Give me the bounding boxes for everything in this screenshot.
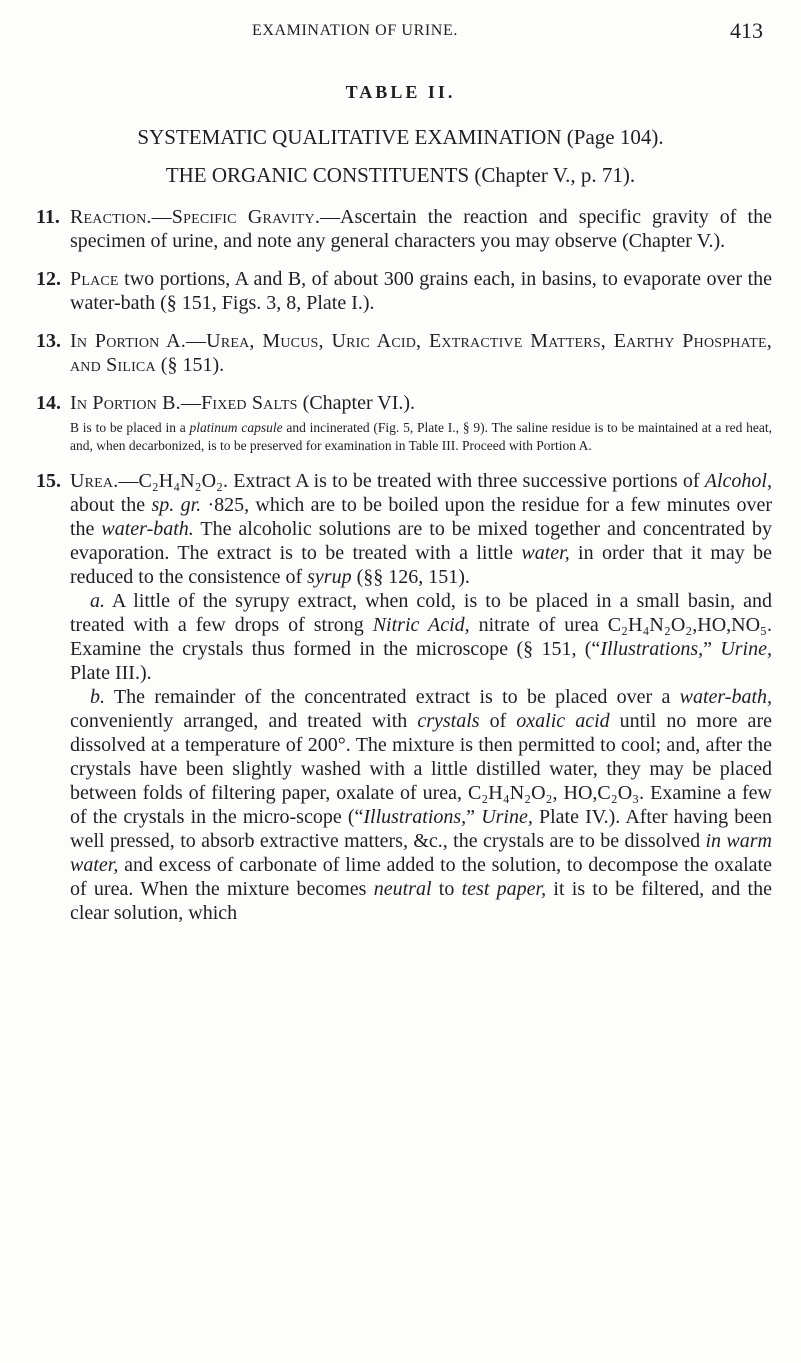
emphasis: syrup bbox=[307, 566, 352, 588]
substep-text: to bbox=[431, 878, 462, 900]
substep-text: it is to be filtered, and the clear solution, which bbox=[70, 878, 772, 924]
substep-text: Plate IV.). After having been well pressed, to absorb extractive matters, &c., the crystals are to be dissolved bbox=[70, 806, 772, 852]
substep-a bbox=[70, 589, 772, 685]
step-text: in order that it may be reduced to the consistence of bbox=[70, 542, 772, 588]
substep-text: and excess of carbonate of lime added to the solution, to decompose the oxalate of urea. When the mixture becomes bbox=[70, 854, 772, 900]
step-number: 15. bbox=[36, 470, 61, 492]
step-text: two portions, A and B, of about 300 grains each, in basins, to evaporate over the water-bath (§ 151, Figs. 3, 8, Plate I.). bbox=[70, 268, 772, 314]
emphasis: Urine, bbox=[481, 806, 533, 828]
step-lead: Place bbox=[70, 268, 119, 290]
step-14-note bbox=[70, 419, 772, 455]
step-13 bbox=[36, 329, 772, 377]
table-label: TABLE II. bbox=[345, 82, 456, 102]
substep-text: The remainder of the concentrated extract is to be placed over a bbox=[105, 686, 680, 708]
emphasis: crystals bbox=[417, 710, 480, 732]
step-11 bbox=[36, 205, 772, 253]
substep-text: Plate III.). bbox=[70, 662, 152, 684]
section-heading-systematic: SYSTEMATIC QUALITATIVE EXAMINATION (Page 104). bbox=[137, 125, 664, 149]
emphasis: test paper, bbox=[461, 878, 547, 900]
step-12 bbox=[36, 267, 772, 315]
substep-text: A little of the syrupy extract, when cold, is to be placed in a small basin, and treated with a few drops of strong bbox=[70, 590, 772, 636]
emphasis: Illustrations, bbox=[363, 806, 467, 828]
section-heading-organic: THE ORGANIC CONSTITUENTS (Chapter V., p. 71). bbox=[165, 163, 636, 187]
substep-label: a. bbox=[90, 590, 105, 612]
emphasis: sp. gr. bbox=[151, 494, 202, 516]
emphasis: Illustrations, bbox=[600, 638, 704, 660]
note-emphasis: platinum capsule bbox=[189, 420, 283, 435]
emphasis: neutral bbox=[373, 878, 432, 900]
step-text: (§ 151). bbox=[155, 354, 225, 376]
emphasis: in warm water, bbox=[70, 830, 772, 876]
substep-b bbox=[70, 685, 772, 925]
step-text: The alcoholic solutions are to be mixed together and concentrated by evaporation. The extract is to be treated with a little bbox=[70, 518, 773, 564]
step-number: 11. bbox=[36, 206, 60, 228]
running-head bbox=[0, 18, 801, 48]
step-text: (Chapter VI.). bbox=[297, 392, 416, 414]
substep-label: b. bbox=[90, 686, 105, 708]
note-text: B is to be placed in a bbox=[70, 420, 190, 435]
emphasis: water-bath, bbox=[679, 686, 772, 708]
emphasis: Urine, bbox=[720, 638, 772, 660]
note-text: and incinerated (Fig. 5, Plate I., § 9). The saline residue is to be maintained at a red heat, and, when decarbonized, is to be preserved for examination in Table III. Proceed with Portion A. bbox=[70, 420, 772, 453]
substep-text: conveniently arranged, and treated with bbox=[70, 710, 418, 732]
emphasis: Nitric Acid, bbox=[372, 614, 470, 636]
body-text bbox=[36, 205, 772, 939]
substep-text: until no more are dissolved at a temperature of 200°. The mixture is then permitted to cool; and, after the crystals have been slightly washed with a little distilled water, they may be placed between folds of filtering paper, oxalate of urea, C₂H₄N₂O₂, HO,C₂O₃. Examine a few of the crystals in the micro-scope (“ bbox=[70, 710, 772, 828]
step-15 bbox=[36, 469, 772, 925]
emphasis: oxalic acid bbox=[516, 710, 610, 732]
step-number: 14. bbox=[36, 392, 61, 414]
emphasis: water-bath. bbox=[101, 518, 194, 540]
substep-text: of bbox=[479, 710, 517, 732]
emphasis: Alcohol, bbox=[704, 470, 772, 492]
step-lead: Urea. bbox=[70, 470, 119, 492]
emphasis: water, bbox=[521, 542, 570, 564]
running-title: EXAMINATION OF URINE. bbox=[252, 22, 458, 39]
step-text: Extract A is to be treated with three successive portions of bbox=[228, 470, 705, 492]
step-number: 12. bbox=[36, 268, 61, 290]
step-lead: Reaction.—Specific Gravity. bbox=[70, 206, 321, 228]
step-lead: In Portion B.—Fixed Salts bbox=[70, 392, 298, 414]
urea-formula: —C₂H₄N₂O₂. bbox=[118, 470, 229, 492]
step-14 bbox=[36, 391, 772, 455]
step-text: ·825, which are to be boiled upon the residue for a few minutes over the bbox=[70, 494, 772, 540]
step-lead: In Portion A.—Urea, Mucus, Uric Acid, Extractive Matters, Earthy Phosphate, and Silica bbox=[70, 330, 772, 376]
substep-text: ” bbox=[703, 638, 721, 660]
step-text: (§§ 126, 151). bbox=[351, 566, 470, 588]
step-number: 13. bbox=[36, 330, 61, 352]
substep-text: nitrate of urea C₂H₄N₂O₂,HO,NO₅. Examine the crystals thus formed in the microscope (§ 151, (“ bbox=[70, 614, 773, 660]
substep-text: ” bbox=[466, 806, 482, 828]
page-number: 413 bbox=[730, 18, 763, 43]
step-text: about the bbox=[70, 494, 152, 516]
step-text: —Ascertain the reaction and specific gravity of the specimen of urine, and note any general characters you may observe (Chapter V.). bbox=[70, 206, 772, 252]
